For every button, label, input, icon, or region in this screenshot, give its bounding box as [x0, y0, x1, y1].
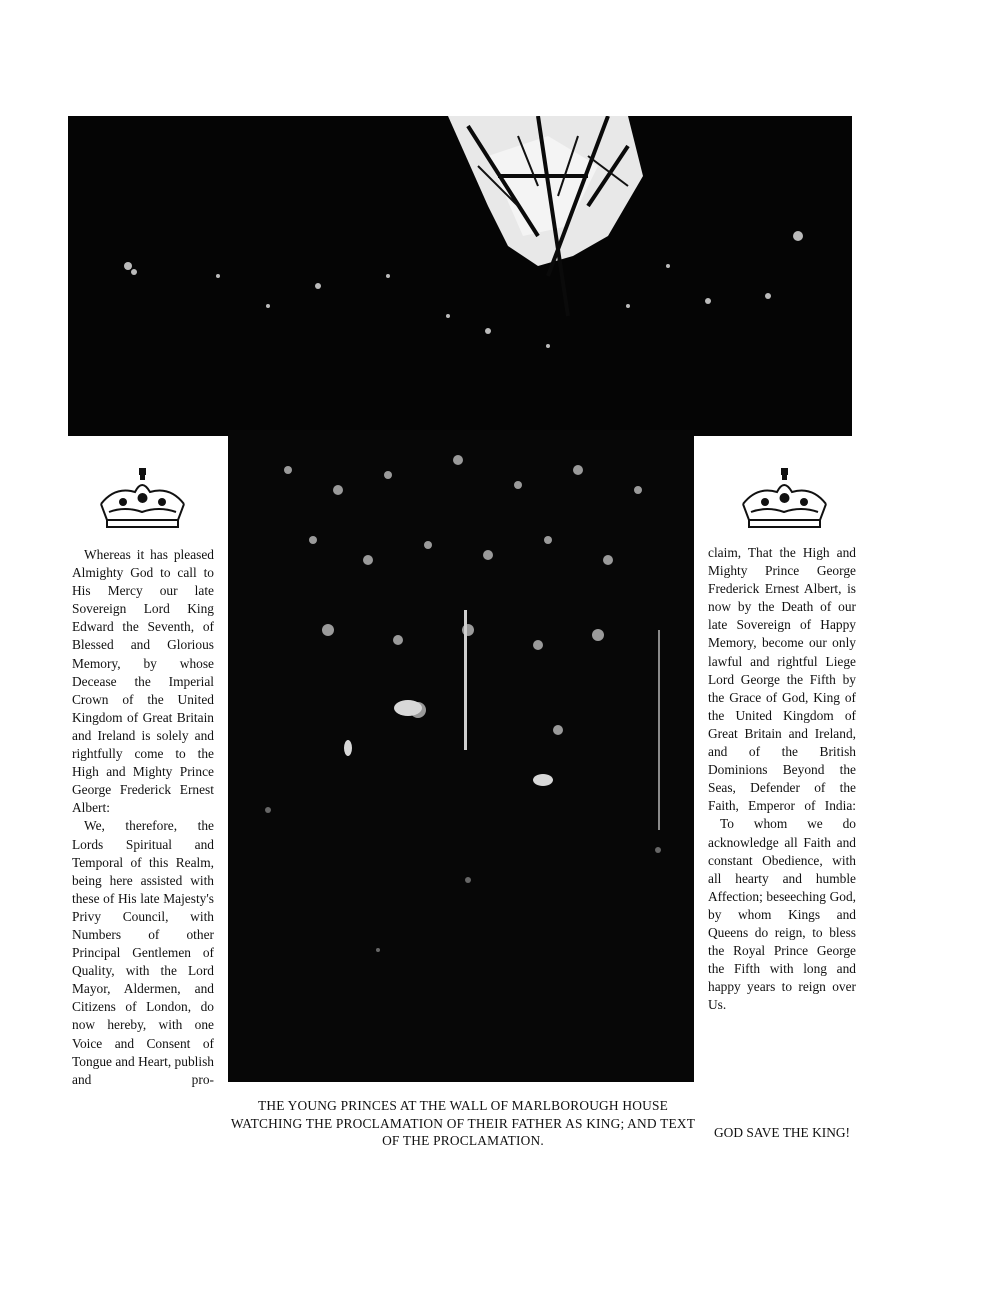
photo-top-band: [68, 116, 852, 436]
crown-icon: [95, 468, 190, 530]
proclamation-left-column: [72, 546, 214, 1089]
proclamation-para-4: To whom we do acknowledge all Faith and constant Obedience, with all hearty and humble Affection; beseeching God, by whom Kings and Queens do reign, to bless the Royal Prince George the Fifth with long and happy years to reign over Us.: [708, 816, 856, 1013]
proclamation-right-column: [708, 544, 856, 1014]
proclamation-para-2: We, therefore, the Lords Spiritual and Temporal of this Realm, being here assisted with these of His late Majesty's Privy Council, with Numbers of other Principal Gentlemen of Quality, with the Lord Mayor, Aldermen, and Citizens of London, do now hereby, with one Voice and Consent of Tongue and Heart, publish and pro-: [72, 818, 214, 1087]
crown-icon: [737, 468, 832, 530]
proclamation-para-1: Whereas it has pleased Almighty God to call to His Mercy our late Sovereign Lord King Edward the Seventh, of Blessed and Glorious Memory, by whose Decease the Imperial Crown of the United Kingdom of Great Britain and Ireland is solely and rightfully come to the High and Mighty Prince George Frederick Ernest Albert:: [72, 547, 214, 816]
proclamation-para-3: claim, That the High and Mighty Prince George Frederick Ernest Albert, is now by the Death of our late Sovereign of Happy Memory, become our only lawful and rightful Liege Lord George the Fifth by the Grace of God, King of the United Kingdom of Great Britain and Ireland, and of the British Dominions Beyond the Seas, Defender of the Faith, Emperor of India:: [708, 545, 856, 814]
photo-caption: THE YOUNG PRINCES AT THE WALL OF MARLBOROUGH HOUSE WATCHING THE PROCLAMATION OF THEIR FATHER AS KING; AND TEXT OF THE PROCLAMATION.: [230, 1098, 696, 1148]
proclamation-closing: GOD SAVE THE KING!: [713, 1125, 850, 1140]
photo-crowd: [228, 430, 694, 1082]
